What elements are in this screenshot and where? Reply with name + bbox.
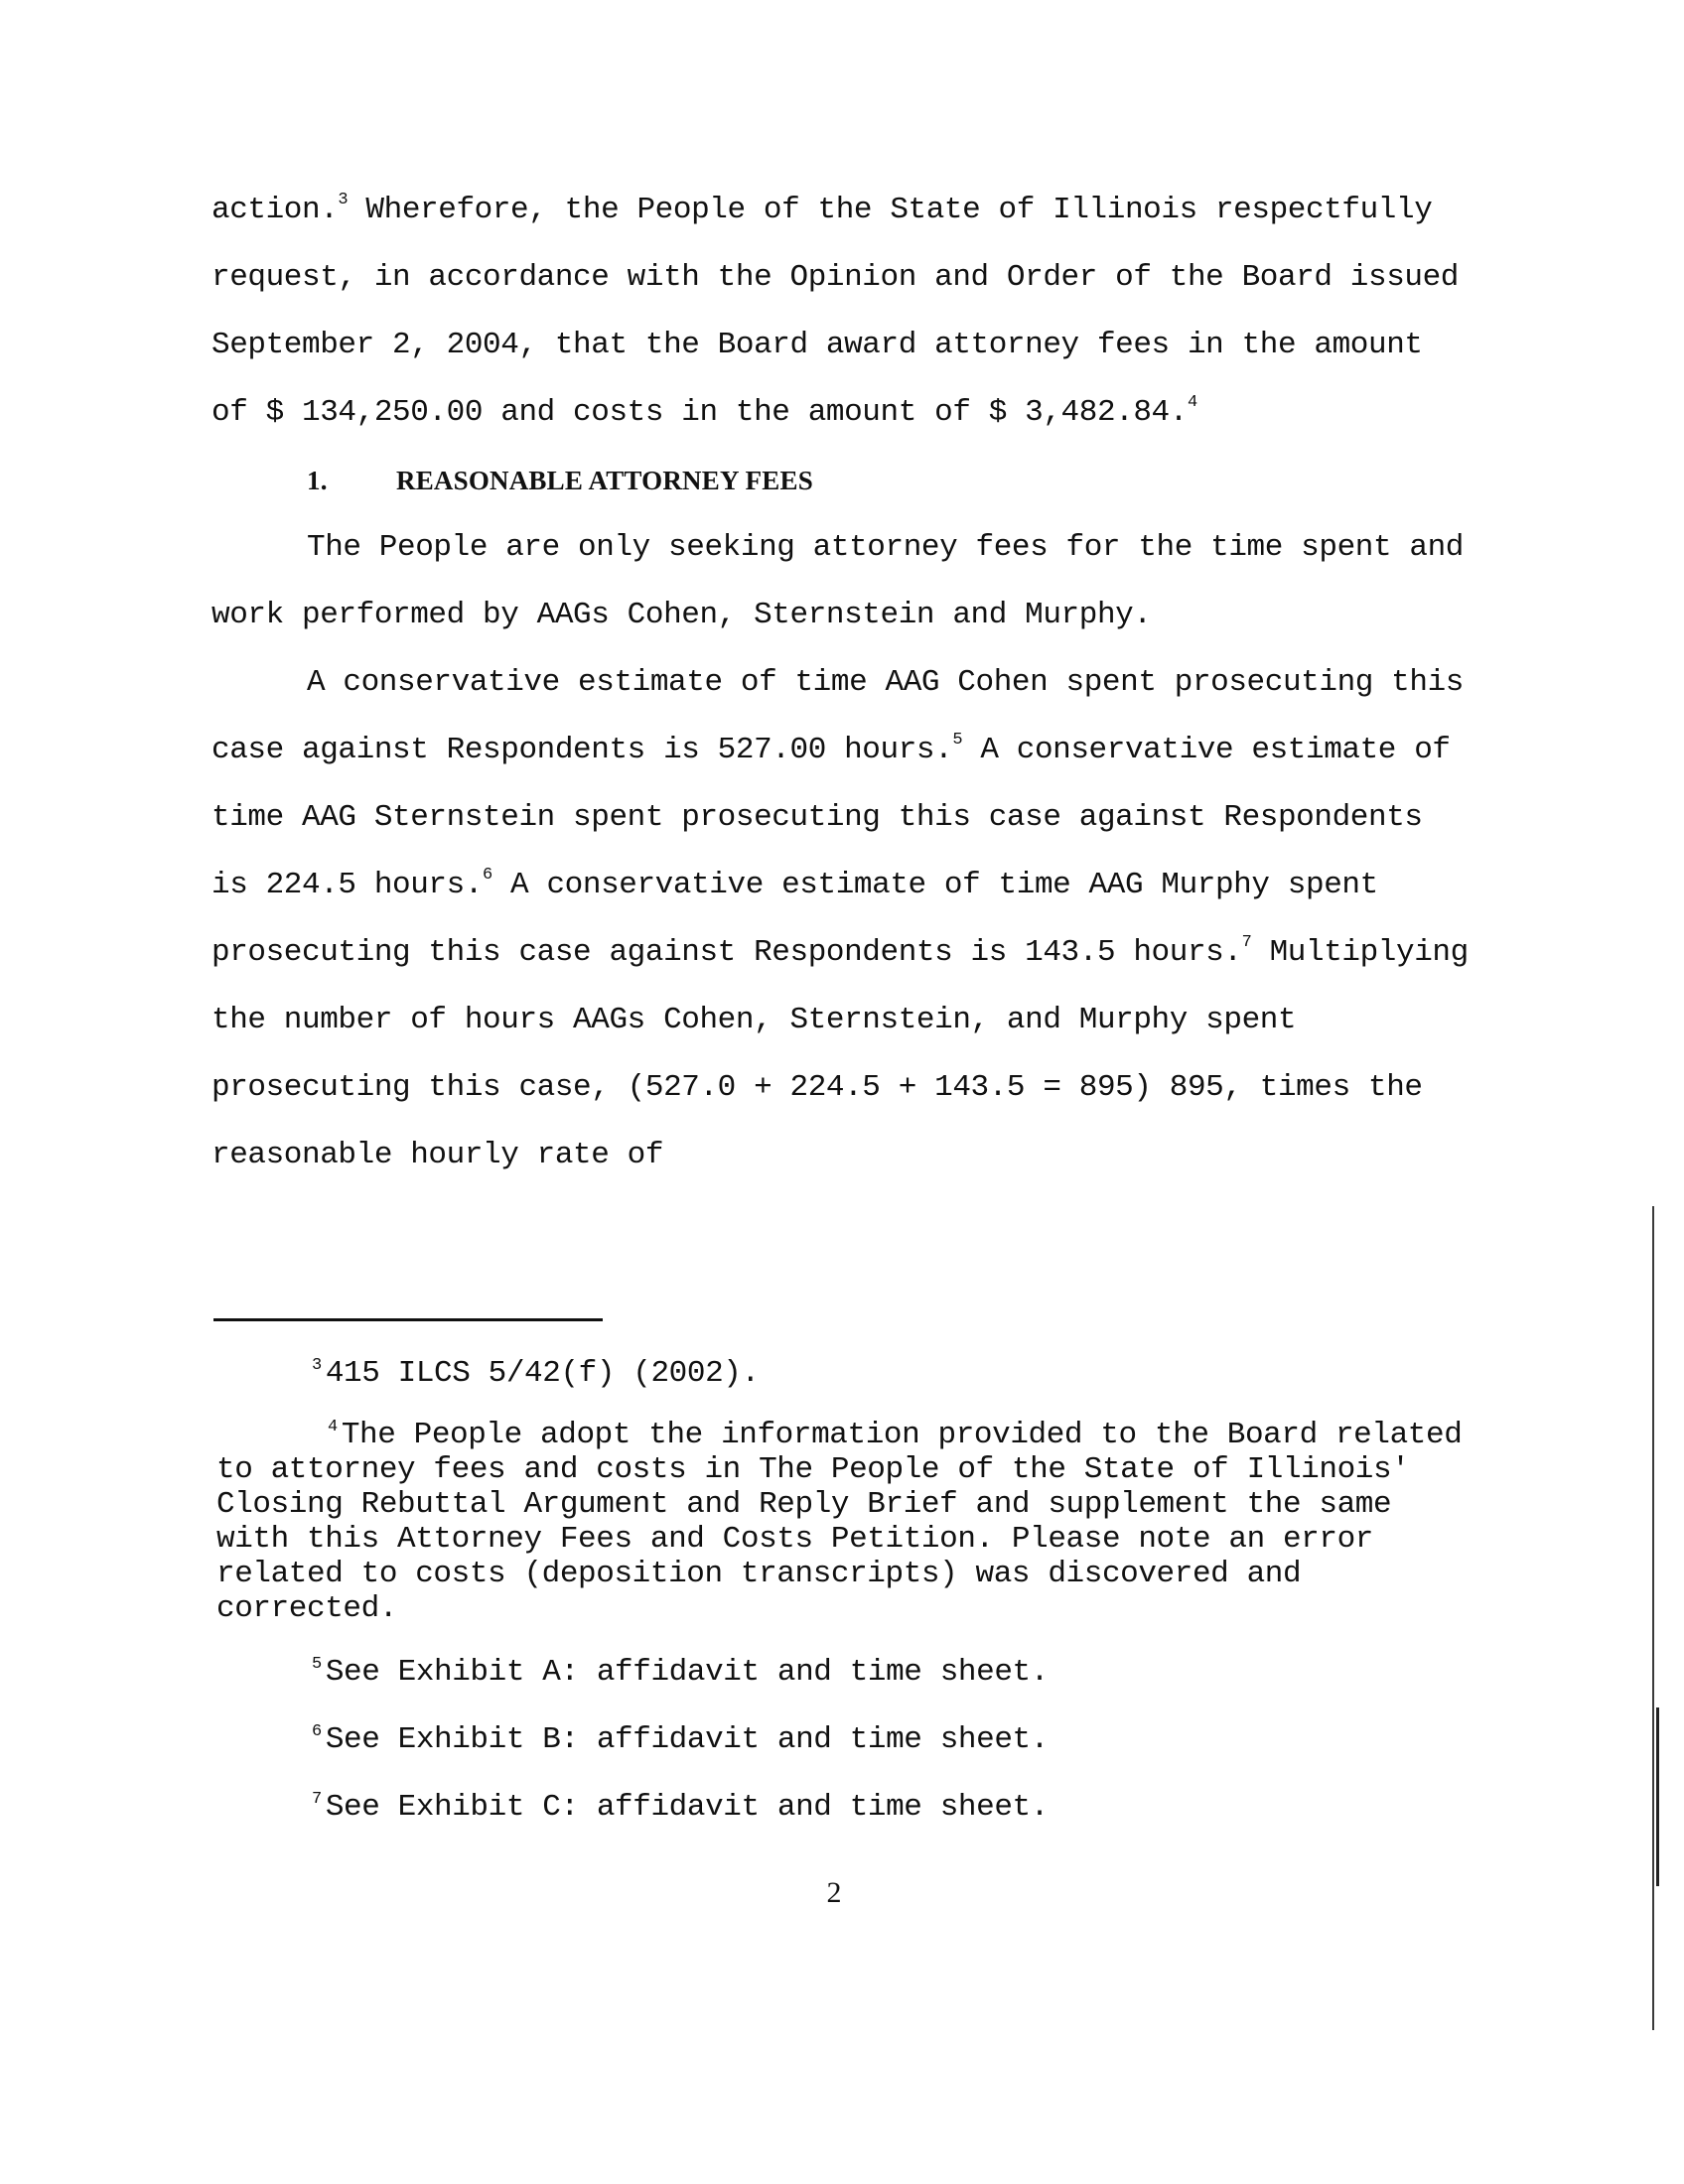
paragraph-text: Multiplying the number of hours AAGs Cohen, Sternstein, and Murphy spent prosecuting this case, (527.0 + 224.5 + 143.5 = 895) 895, times the reasonable hourly rate of xyxy=(211,935,1469,1172)
footnote-marker: 3 xyxy=(312,1356,322,1375)
scan-margin-line xyxy=(1656,1707,1659,1886)
footnote-text: See Exhibit A: affidavit and time sheet. xyxy=(325,1655,1049,1690)
footnote-5 xyxy=(216,1639,1477,1706)
footnote-marker: 4 xyxy=(1187,393,1197,412)
body-text xyxy=(211,177,1473,1189)
footnote-marker: 5 xyxy=(952,731,963,750)
paragraph-text: action. xyxy=(211,193,339,227)
footnote-separator xyxy=(213,1318,603,1321)
paragraph-text: A conservative estimate of time AAG Cohen spent prosecuting this case against Respondents is 527.00 hours. xyxy=(211,665,1464,767)
paragraph-estimates xyxy=(211,649,1473,1189)
footnote-marker: 5 xyxy=(312,1655,322,1674)
section-title: REASONABLE ATTORNEY FEES xyxy=(396,466,813,495)
paragraph-text: Wherefore, the People of the State of Illinois respectfully request, in accordance with the Opinion and Order of the Board issued September 2, 2004, that the Board award attorney fees in the amount of $ 134,250.00 and costs in the amount of $ 3,482.84. xyxy=(211,193,1460,430)
footnotes xyxy=(216,1340,1477,1842)
scan-margin-line xyxy=(1652,1206,1654,2030)
footnote-text: See Exhibit B: affidavit and time sheet. xyxy=(325,1722,1049,1757)
footnote-text: See Exhibit C: affidavit and time sheet. xyxy=(325,1790,1049,1825)
paragraph-wherefore xyxy=(211,177,1473,447)
footnote-marker: 3 xyxy=(338,191,349,209)
paragraph-text: A conservative estimate of time AAG Sternstein spent prosecuting this case against Respondents is 224.5 hours. xyxy=(211,733,1451,902)
footnote-4 xyxy=(216,1418,1477,1626)
page-number: 2 xyxy=(826,1876,842,1909)
section-heading xyxy=(211,447,1473,514)
footnote-marker: 6 xyxy=(312,1722,322,1741)
footnote-marker: 7 xyxy=(1241,933,1252,952)
paragraph-text: A conservative estimate of time AAG Murphy spent prosecuting this case against Respondents is 143.5 hours. xyxy=(211,868,1378,970)
footnote-6 xyxy=(216,1706,1477,1774)
paragraph-people-seeking: The People are only seeking attorney fees for the time spent and work performed by AAGs Cohen, Sternstein and Murphy. xyxy=(211,530,1464,632)
section-number: 1. xyxy=(307,466,328,495)
footnote-text: 415 ILCS 5/42(f) (2002). xyxy=(325,1356,760,1391)
footnote-text: The People adopt the information provided to the Board related to attorney fees and costs in The People of the State of Illinois' Closing Rebuttal Argument and Reply Brief and supplement the same with this Attorney Fees and Costs Petition. Please note an error related to costs (deposition transcripts) was discovered and corrected. xyxy=(216,1418,1463,1626)
footnote-marker: 4 xyxy=(328,1418,338,1436)
footnote-marker: 6 xyxy=(483,866,492,885)
footnote-marker: 7 xyxy=(312,1790,322,1809)
footnote-7 xyxy=(216,1774,1477,1842)
footnote-3 xyxy=(216,1340,1477,1408)
